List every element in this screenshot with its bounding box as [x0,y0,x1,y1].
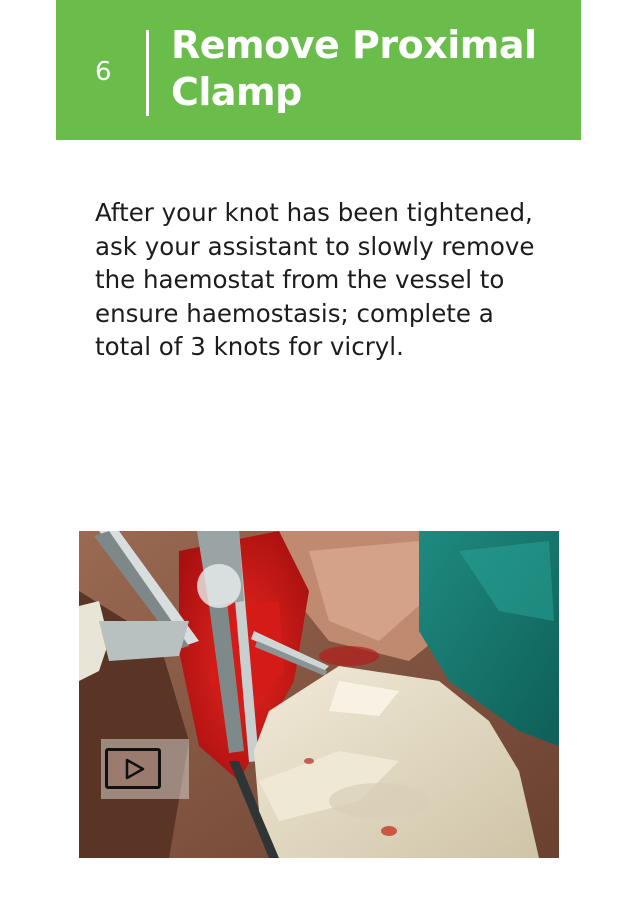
play-button[interactable] [101,739,189,799]
step-title: Remove Proximal Clamp [171,23,537,114]
header-divider [146,30,149,116]
video-thumbnail[interactable] [79,531,559,858]
instruction-text: After your knot has been tightened, ask your assistant to slowly remove the haemostat from the vessel to ensure haemostasis; complete a total of 3 knots for vicryl. [95,198,535,361]
play-icon [124,758,146,780]
step-number: 6 [95,57,112,87]
play-button-frame [105,748,161,789]
surgical-scene-image [79,531,559,858]
